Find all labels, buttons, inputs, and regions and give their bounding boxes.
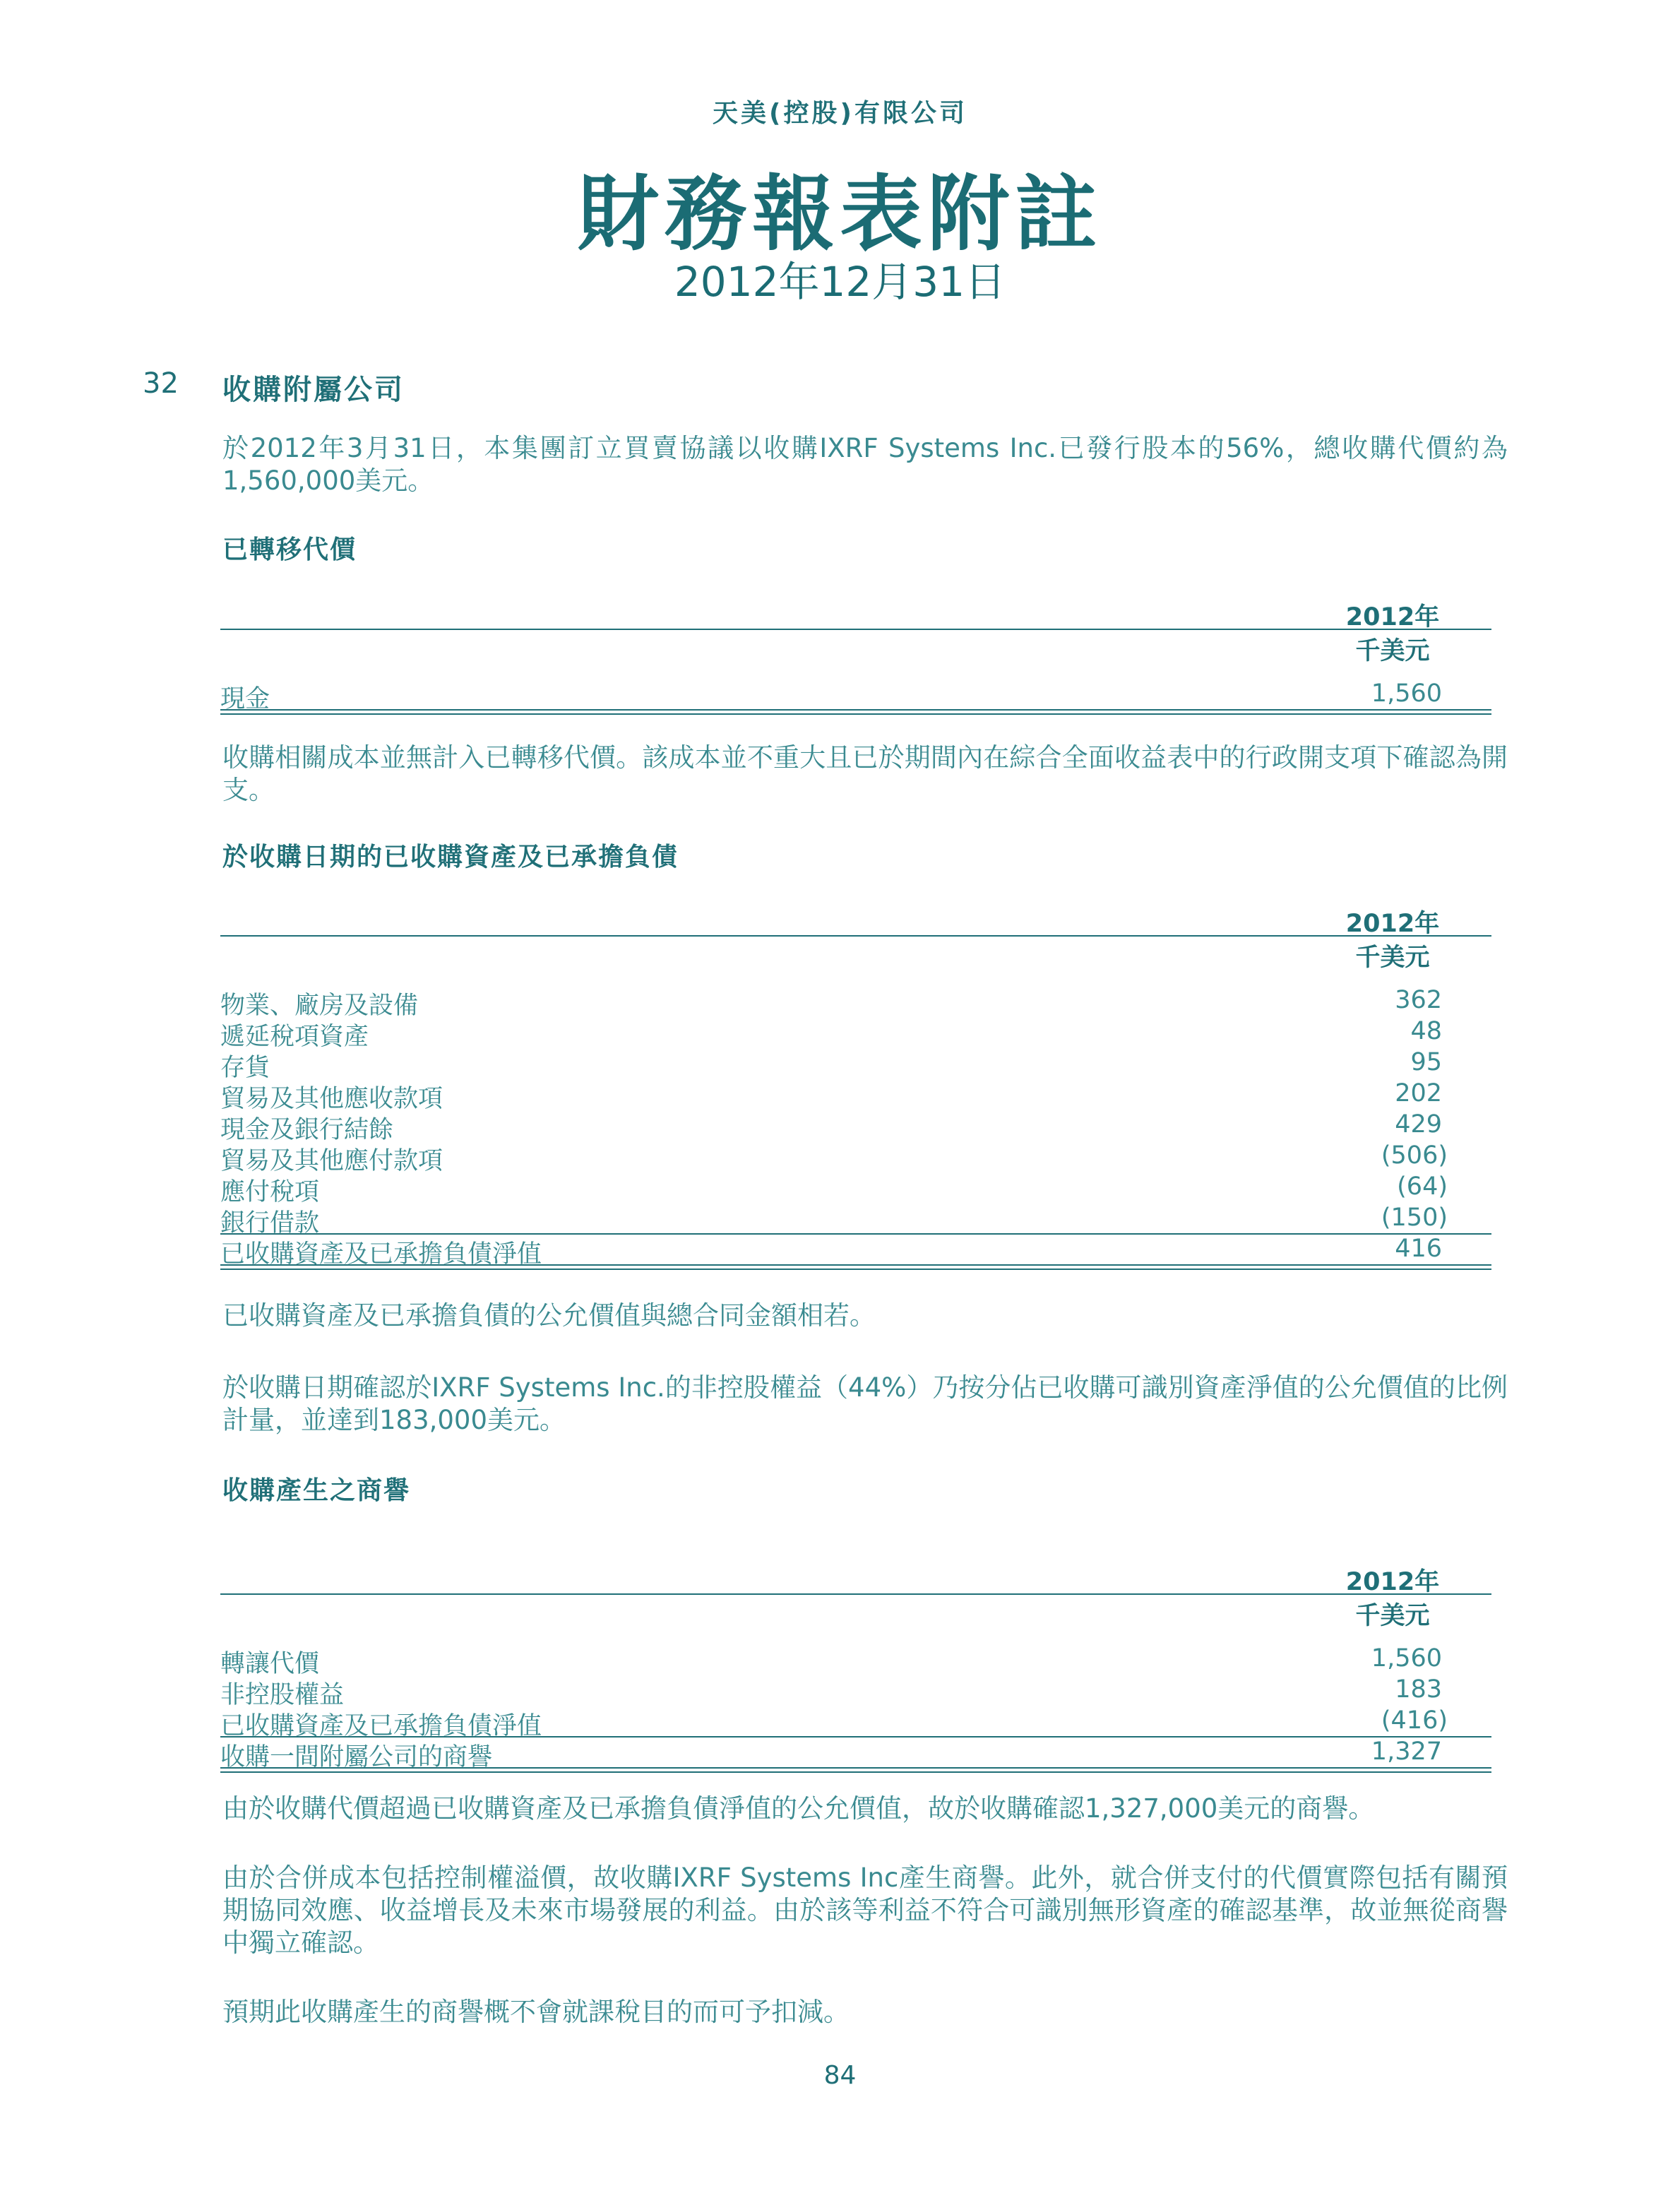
table3-year: 2012年 [1345,1568,1440,1596]
table-row [220,1644,1491,1678]
section-title: 收購附屬公司 [222,374,405,406]
row-value: (506) [1381,1141,1448,1170]
table1-unit: 千美元 [1355,637,1430,665]
table3-unit: 千美元 [1355,1602,1430,1630]
row-value: 1,327 [1371,1737,1442,1766]
row-label: 現金 [220,685,270,713]
row-value: 202 [1395,1079,1442,1107]
page-number: 84 [823,2061,857,2090]
row-label: 物業、廠房及設備 [220,992,419,1020]
table-row [220,1079,1491,1113]
paragraph-tax-deductibility: 預期此收購產生的商譽概不會就課稅目的而可予扣減。 [222,1997,850,2027]
paragraph-fair-value: 已收購資產及已承擔負債的公允價值與總合同金額相若。 [222,1300,876,1331]
table-row-total [220,1235,1491,1269]
row-value: (150) [1381,1204,1448,1232]
table2-header-rule [220,935,1491,937]
row-value: 95 [1410,1048,1442,1076]
table2-unit: 千美元 [1355,944,1430,972]
table-row-total [220,1737,1491,1769]
page-title: 財務報表附註 [577,167,1103,262]
row-label: 非控股權益 [220,1681,345,1709]
table3-heading: 收購產生之商譽 [222,1476,411,1505]
row-label: 遞延稅項資產 [220,1023,369,1051]
table3-header-rule [220,1593,1491,1595]
row-label: 銀行借款 [220,1209,320,1237]
section-number: 32 [143,367,179,400]
intro-paragraph: 於2012年3月31日，本集團訂立買賣協議以收購IXRF Systems Inc.已發行股本的56%，總收購代價約為1,560,000美元。 [222,433,1508,496]
row-label: 應付稅項 [220,1178,320,1206]
table-row [220,1172,1491,1204]
table-row [220,1048,1491,1082]
table-row [220,986,1491,1020]
table-row [220,1204,1491,1235]
paragraph-acquisition-costs: 收購相關成本並無計入已轉移代價。該成本並不重大且已於期間內在綜合全面收益表中的行政開支項下確認為開支。 [222,742,1508,805]
row-value: 48 [1410,1017,1442,1045]
row-label: 現金及銀行結餘 [220,1116,394,1144]
table-row [220,1110,1491,1144]
table1 [220,598,1491,718]
row-value: (64) [1397,1172,1448,1201]
table2-heading: 於收購日期的已收購資產及已承擔負債 [222,843,679,872]
row-value: 183 [1395,1675,1442,1704]
row-label: 貿易及其他應付款項 [220,1147,443,1175]
table3 [220,1562,1491,1781]
table-row [220,679,1491,711]
row-label: 轉讓代價 [220,1650,320,1678]
row-label: 收購一間附屬公司的商譽 [220,1743,493,1771]
row-label: 已收購資產及已承擔負債淨值 [220,1712,542,1740]
table2-year: 2012年 [1345,910,1440,938]
row-value: 1,560 [1371,679,1442,708]
row-label: 貿易及其他應收款項 [220,1085,443,1113]
table1-year: 2012年 [1345,603,1440,631]
table2 [220,904,1491,1271]
table-row [220,1706,1491,1740]
table2-total-rule [220,1264,1491,1270]
paragraph-goodwill-reason: 由於合併成本包括控制權溢價，故收購IXRF Systems Inc產生商譽。此外，就合併支付的代價實際包括有關預期協同效應、收益增長及未來市場發展的利益。由於該等利益不符合可識別無形資產的確認基準，故並無從商譽中獨立確認。 [222,1863,1508,1958]
row-value: 429 [1395,1110,1442,1139]
row-value: (416) [1381,1706,1448,1735]
paragraph-goodwill-recognised: 由於收購代價超過已收購資產及已承擔負債淨值的公允價值，故於收購確認1,327,000美元的商譽。 [222,1793,1375,1824]
table-row [220,1675,1491,1709]
row-value: 362 [1395,986,1442,1014]
table1-header-rule [220,629,1491,630]
row-label: 已收購資產及已承擔負債淨值 [220,1240,542,1269]
paragraph-non-controlling-interest: 於收購日期確認於IXRF Systems Inc.的非控股權益（44%）乃按分佔已收購可識別資產淨值的公允價值的比例計量，並達到183,000美元。 [222,1372,1508,1435]
row-value: 1,560 [1371,1644,1442,1673]
row-label: 存貨 [220,1054,270,1082]
row-value: 416 [1395,1235,1442,1263]
table1-heading: 已轉移代價 [222,535,357,564]
table-row [220,1141,1491,1175]
table1-total-rule [220,709,1491,715]
report-date: 2012年12月31日 [674,258,1006,306]
table-row [220,1017,1491,1051]
company-name: 天美(控股)有限公司 [713,99,967,128]
table3-total-rule [220,1767,1491,1773]
